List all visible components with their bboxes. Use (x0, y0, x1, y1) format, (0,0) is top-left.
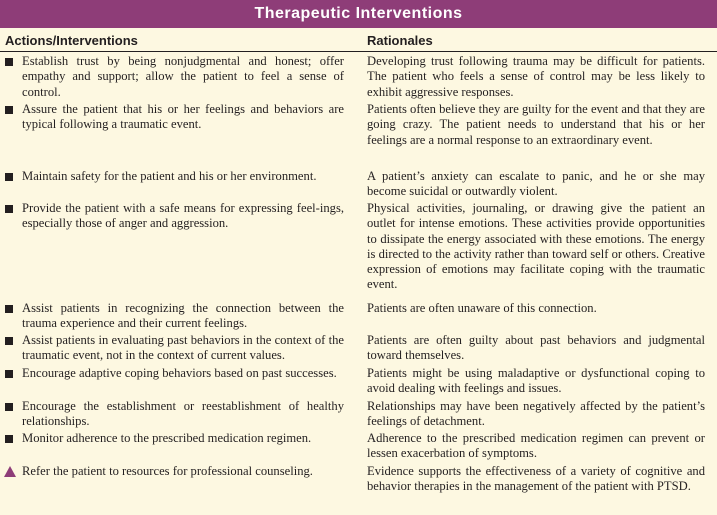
square-bullet-icon (5, 305, 13, 313)
action-text: Encourage adaptive coping behaviors based on past successes. (22, 366, 337, 380)
rationales-header: Rationales (367, 33, 433, 48)
square-bullet-icon (5, 403, 13, 411)
rationale-text: Evidence supports the effectiveness of a variety of cognitive and behavior therapies in the management of the patient with PTSD. (367, 464, 705, 494)
rationale-text: Patients might be using maladaptive or dysfunctional coping to avoid dealing with feelings and issues. (367, 366, 705, 396)
action-text: Assist patients in recognizing the connection between the trauma experience and their current feelings. (22, 301, 344, 331)
actions-header: Actions/Interventions (5, 33, 138, 48)
square-bullet-icon (5, 337, 13, 345)
action-text: Assure the patient that his or her feelings and behaviors are typical following a traumatic event. (22, 102, 344, 132)
header-divider (0, 51, 717, 52)
action-text: Maintain safety for the patient and his or her environment. (22, 169, 317, 183)
rationale-text: Developing trust following trauma may be difficult for patients. The patient who feels a sense of control may be less likely to exhibit aggressive responses. (367, 54, 705, 99)
rationale-text: Relationships may have been negatively affected by the patient’s feelings of detachment. (367, 399, 705, 429)
column-headers (0, 33, 717, 51)
action-text: Monitor adherence to the prescribed medication regimen. (22, 431, 312, 445)
triangle-bullet-icon (4, 466, 16, 477)
action-text: Provide the patient with a safe means for expressing feel-ings, especially those of anger and aggression. (22, 201, 344, 231)
action-text: Refer the patient to resources for professional counseling. (22, 464, 313, 478)
rationale-text: Patients are often unaware of this connection. (367, 301, 597, 315)
action-text: Assist patients in evaluating past behaviors in the context of the traumatic event, not in the context of current values. (22, 333, 344, 363)
square-bullet-icon (5, 173, 13, 181)
rationale-text: Patients often believe they are guilty for the event and that they are going crazy. The patient needs to understand that his or her feelings are a normal response to an extraordinary event. (367, 102, 705, 147)
square-bullet-icon (5, 370, 13, 378)
square-bullet-icon (5, 106, 13, 114)
action-text: Establish trust by being nonjudgmental and honest; offer empathy and support; allow the patient to feel a sense of control. (22, 54, 344, 99)
rationale-text: Physical activities, journaling, or drawing give the patient an outlet for intense emotions. These activities provide opportunities to dissipate the energy associated with these emotions. The energy is directed to the activity rather than toward self or others. Creative expression of emotions may facilitate coping with the traumatic event. (367, 201, 705, 292)
rationale-text: Patients are often guilty about past behaviors and judgmental toward themselves. (367, 333, 705, 363)
rationale-text: A patient’s anxiety can escalate to panic, and he or she may become suicidal or outwardly violent. (367, 169, 705, 199)
square-bullet-icon (5, 205, 13, 213)
page-title: Therapeutic Interventions (254, 5, 463, 22)
rationale-text: Adherence to the prescribed medication regimen can prevent or lessen exacerbation of symptoms. (367, 431, 705, 461)
action-text: Encourage the establishment or reestablishment of healthy relationships. (22, 399, 344, 429)
square-bullet-icon (5, 58, 13, 66)
title-bar (0, 0, 717, 28)
square-bullet-icon (5, 435, 13, 443)
